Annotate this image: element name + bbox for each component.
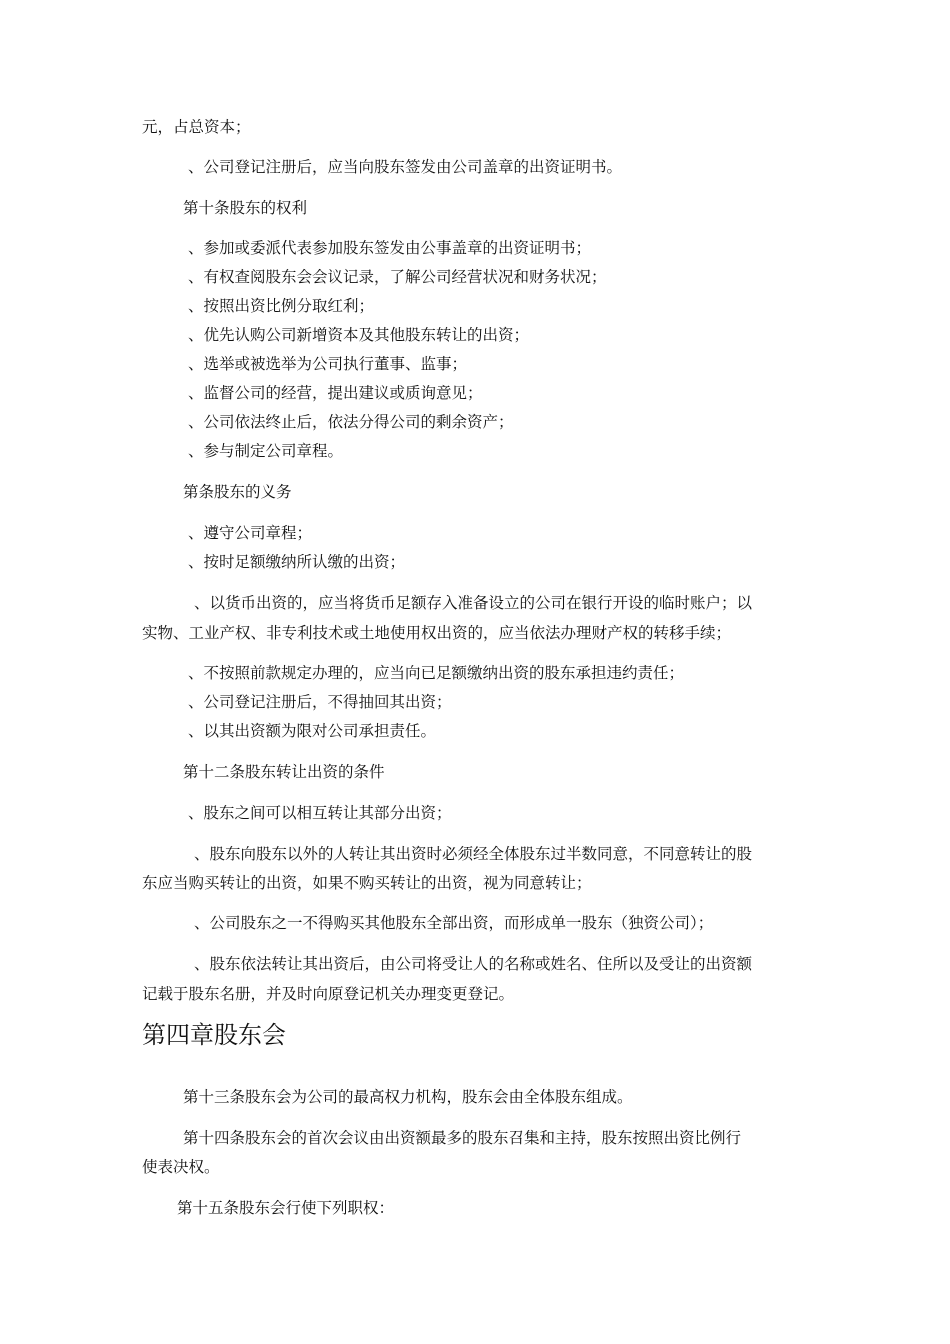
section-heading: 第条股东的义务 (183, 483, 292, 501)
list-item: 、公司登记注册后，不得抽回其出资； (188, 693, 452, 711)
list-item: 、股东之间可以相互转让其部分出资； (188, 804, 452, 822)
paragraph-line: 、公司股东之一不得购买其他股东全部出资，而形成单一股东（独资公司）； (194, 914, 714, 932)
paragraph-line: 使表决权。 (142, 1158, 220, 1176)
list-item: 、选举或被选举为公司执行董事、监事； (188, 355, 468, 373)
list-item: 、有权查阅股东会会议记录，了解公司经营状况和财务状况； (188, 268, 607, 286)
list-item: 、不按照前款规定办理的，应当向已足额缴纳出资的股东承担违约责任； (188, 664, 685, 682)
list-item: 、参加或委派代表参加股东签发由公事盖章的出资证明书； (188, 239, 592, 257)
paragraph-line: 第十三条股东会为公司的最高权力机构，股东会由全体股东组成。 (183, 1088, 633, 1106)
list-item: 、遵守公司章程； (188, 524, 313, 542)
text-line: 、公司登记注册后，应当向股东签发由公司盖章的出资证明书。 (188, 158, 623, 176)
paragraph-line: 记载于股东名册，并及时向原登记机关办理变更登记。 (142, 985, 515, 1003)
list-item: 、参与制定公司章程。 (188, 442, 344, 460)
paragraph-line: 、以货币出资的，应当将货币足额存入准备设立的公司在银行开设的临时账户；以 (194, 594, 753, 612)
list-item: 、以其出资额为限对公司承担责任。 (188, 722, 437, 740)
list-item: 、公司依法终止后，依法分得公司的剩余资产； (188, 413, 514, 431)
paragraph-line: 、股东向股东以外的人转让其出资时必须经全体股东过半数同意，不同意转让的股 (194, 845, 753, 863)
section-heading: 第十条股东的权利 (183, 199, 308, 217)
paragraph-line: 第十四条股东会的首次会议由出资额最多的股东召集和主持，股东按照出资比例行 (183, 1129, 742, 1147)
list-item: 、按时足额缴纳所认缴的出资； (188, 553, 406, 571)
section-heading: 第十二条股东转让出资的条件 (183, 763, 385, 781)
list-item: 、按照出资比例分取红利； (188, 297, 375, 315)
text-line: 元，占总资本； (142, 118, 251, 136)
chapter-heading: 第四章股东会 (142, 1021, 286, 1049)
paragraph-line: 第十五条股东会行使下列职权： (177, 1199, 395, 1217)
paragraph-line: 实物、工业产权、非专利技术或土地使用权出资的，应当依法办理财产权的转移手续； (142, 624, 732, 642)
paragraph-line: 、股东依法转让其出资后，由公司将受让人的名称或姓名、住所以及受让的出资额 (194, 955, 753, 973)
paragraph-line: 东应当购买转让的出资，如果不购买转让的出资，视为同意转让； (142, 874, 592, 892)
list-item: 、监督公司的经营，提出建议或质询意见； (188, 384, 483, 402)
list-item: 、优先认购公司新增资本及其他股东转让的出资； (188, 326, 530, 344)
